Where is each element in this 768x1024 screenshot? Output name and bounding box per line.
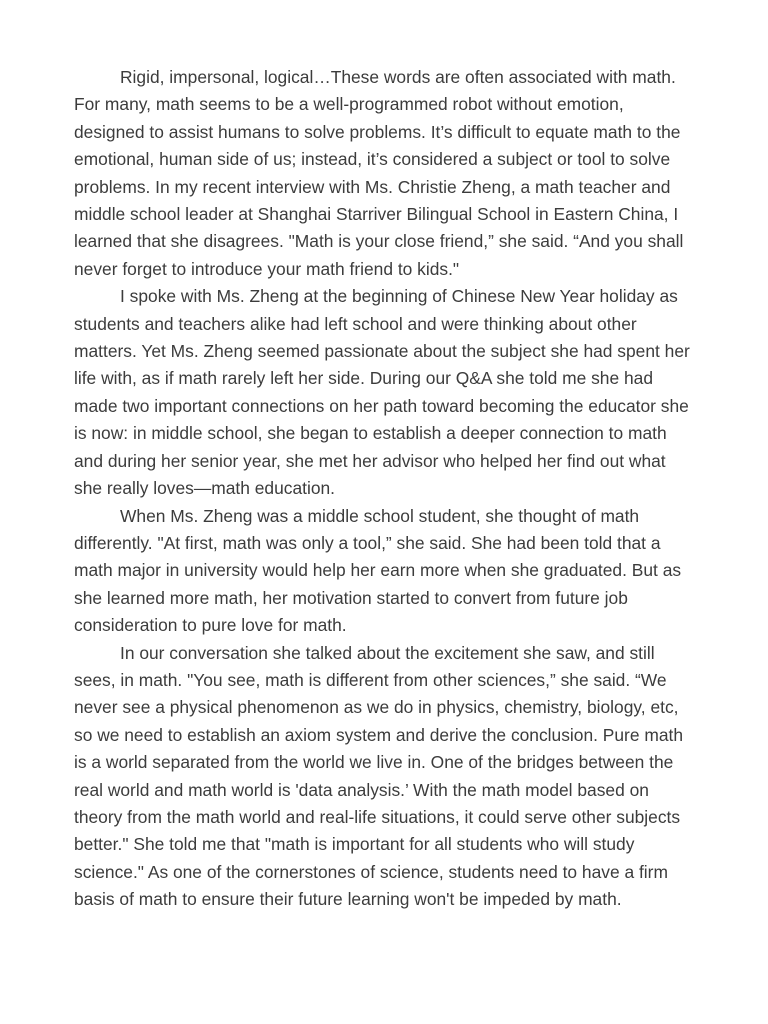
paragraph-intro: Rigid, impersonal, logical…These words are often associated with math. For many, math seems to be a well-programmed robot without emotion, designed to assist humans to solve problems. It’s difficult to equate math to the emotional, human side of us; instead, it’s considered a subject or tool to solve problems. In my recent interview with Ms. Christie Zheng, a math teacher and middle school leader at Shanghai Starriver Bilingual School in Eastern China, I learned that she disagrees. "Math is your close friend,” she said. “And you shall never forget to introduce your math friend to kids." — [74, 67, 684, 279]
paragraph-excitement: In our conversation she talked about the excitement she saw, and still sees, in math. "You see, math is different from other sciences,” she said. “We never see a physical phenomenon as we do in physics, chemistry, biology, etc, so we need to establish an axiom system and derive the conclusion. Pure math is a world separated from the world we live in. One of the bridges between the real world and math world is 'data analysis.’ With the math model based on theory from the math world and real-life situations, it could serve other subjects better." She told me that "math is important for all students who will study science." As one of the cornerstones of science, students need to have a firm basis of math to ensure their future learning won't be impeded by math. — [74, 642, 684, 910]
document-page — [74, 64, 698, 914]
paragraph-middle-school: When Ms. Zheng was a middle school student, she thought of math differently. "At first, math was only a tool,” she said. She had been told that a math major in university would help her earn more when she graduated. But as she learned more math, her motivation started to convert from future job consideration to pure love for math. — [74, 505, 682, 636]
paragraph-interview: I spoke with Ms. Zheng at the beginning of Chinese New Year holiday as students and teachers alike had left school and were thinking about other matters. Yet Ms. Zheng seemed passionate about the subject she had spent her life with, as if math rarely left her side. During our Q&A she told me she had made two important connections on her path toward becoming the educator she is now: in middle school, she began to establish a deeper connection to math and during her senior year, she met her advisor who helped her find out what she really loves—math education. — [74, 286, 690, 499]
